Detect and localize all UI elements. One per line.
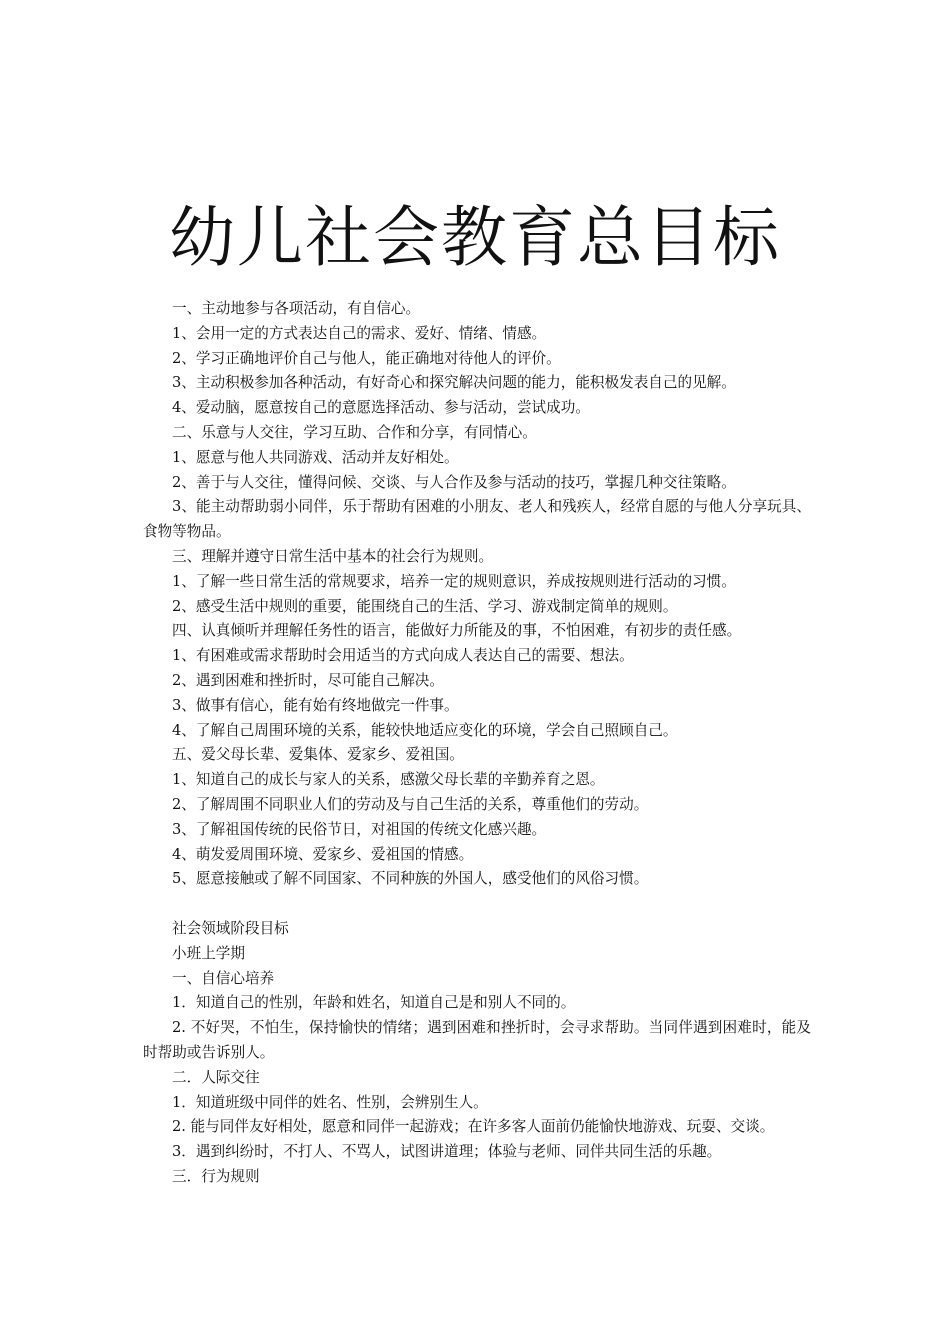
- paragraph: 4、爱动脑，愿意按自己的意愿选择活动、参与活动，尝试成功。: [172, 399, 590, 417]
- paragraph: 2、了解周围不同职业人们的劳动及与自己生活的关系，尊重他们的劳动。: [172, 795, 649, 813]
- paragraph: 3、了解祖国传统的民俗节日，对祖国的传统文化感兴趣。: [172, 820, 547, 838]
- paragraph: 社会领域阶段目标: [172, 919, 289, 937]
- paragraph: 2、善于与人交往，懂得问候、交谈、与人合作及参与活动的技巧，掌握几种交往策略。: [172, 473, 736, 491]
- paragraph: 4、萌发爱周围环境、爱家乡、爱祖国的情感。: [172, 845, 474, 863]
- paragraph: 1．知道班级中同伴的姓名、性别，会辨别生人。: [172, 1093, 488, 1111]
- paragraph: 5、愿意接触或了解不同国家、不同种族的外国人，感受他们的风俗习惯。: [172, 870, 649, 888]
- paragraph: 1、知道自己的成长与家人的关系，感激父母长辈的辛勤养育之恩。: [172, 771, 605, 789]
- paragraph: 一、主动地参与各项活动，有自信心。: [172, 300, 421, 317]
- paragraph: 3、做事有信心，能有始有终地做完一件事。: [172, 696, 459, 714]
- paragraph: 1、有困难或需求帮助时会用适当的方式向成人表达自己的需要、想法。: [172, 647, 634, 665]
- paragraph: 三、理解并遵守日常生活中基本的社会行为规则。: [172, 547, 494, 565]
- paragraph: 3．遇到纠纷时，不打人、不骂人，试图讲道理；体验与老师、同伴共同生活的乐趣。: [172, 1143, 722, 1161]
- paragraph: 2. 不好哭，不怕生，保持愉快的情绪；遇到困难和挫折时，会寻求帮助。当同伴遇到困难时，能及时帮助或告诉别人。: [143, 1019, 811, 1061]
- paragraph: 2. 能与同伴友好相处，愿意和同伴一起游戏；在许多客人面前仍能愉快地游戏、玩耍、交谈。: [172, 1118, 775, 1136]
- paragraph: 四、认真倾听并理解任务性的语言，能做好力所能及的事，不怕困难，有初步的责任感。: [172, 622, 742, 640]
- paragraph: 三．行为规则: [172, 1167, 260, 1185]
- paragraph: 五、爱父母长辈、爱集体、爱家乡、爱祖国。: [172, 746, 464, 764]
- paragraph: 一、自信心培养: [172, 969, 275, 987]
- paragraph: 小班上学期: [172, 944, 245, 962]
- paragraph: 2、学习正确地评价自己与他人，能正确地对待他人的评价。: [172, 349, 561, 367]
- document-body: [143, 297, 811, 1190]
- paragraph: 二．人际交往: [172, 1068, 260, 1086]
- paragraph: 3、能主动帮助弱小同伴，乐于帮助有困难的小朋友、老人和残疾人，经常自愿的与他人分享玩具、食物等物品。: [143, 498, 811, 541]
- paragraph: 3、主动积极参加各种活动，有好奇心和探究解决问题的能力，能积极发表自己的见解。: [172, 374, 736, 392]
- paragraph: 1、了解一些日常生活的常规要求，培养一定的规则意识，养成按规则进行活动的习惯。: [172, 572, 736, 590]
- blank-line: [143, 892, 811, 917]
- paragraph: 2、感受生活中规则的重要，能围绕自己的生活、学习、游戏制定简单的规则。: [172, 597, 678, 615]
- paragraph: 1、愿意与他人共同游戏、活动并友好相处。: [172, 448, 459, 466]
- paragraph: 二、乐意与人交往，学习互助、合作和分享，有同情心。: [172, 423, 537, 441]
- document-title: 幼儿社会教育总目标: [169, 199, 781, 276]
- paragraph: 1．知道自己的性别，年龄和姓名，知道自己是和别人不同的。: [172, 994, 576, 1012]
- paragraph: 1、会用一定的方式表达自己的需求、爱好、情绪、情感。: [172, 324, 547, 342]
- paragraph: 2、遇到困难和挫折时，尽可能自己解决。: [172, 671, 444, 689]
- paragraph: 4、了解自己周围环境的关系，能较快地适应变化的环境，学会自己照顾自己。: [172, 721, 678, 739]
